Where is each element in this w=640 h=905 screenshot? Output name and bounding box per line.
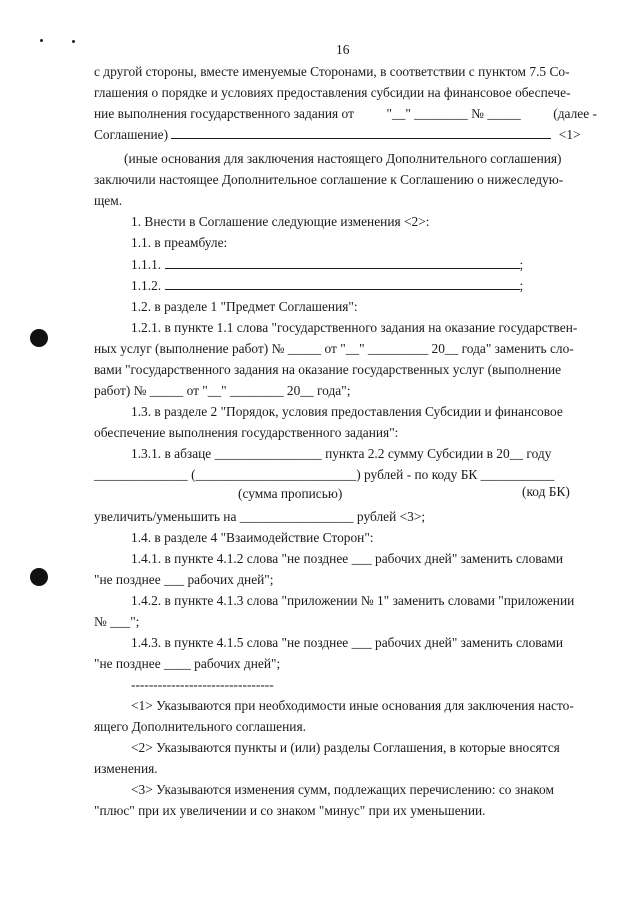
text-line: работ) № _____ от "__" ________ 20__ года"; [94,383,351,398]
footnote: ящего Дополнительного соглашения. [94,719,306,734]
underline-blank [165,257,520,269]
caption-sum-in-words: (сумма прописью) [238,486,343,501]
punch-hole-mark [30,329,48,347]
text-line: глашения о порядке и условиях предоставления субсидии на финансовое обеспече- [94,85,571,100]
text-line: ние выполнения государственного задания от "__" ________ № _____ (далее - [94,106,597,121]
text-line: 1.1.2. ; [131,278,524,293]
text-line: вами "государственного задания на оказание государственных услуг (выполнение [94,362,562,377]
footnote: <3> Указываются изменения сумм, подлежащих перечислению: со знаком [131,782,554,797]
text-line: 1.2. в разделе 1 "Предмет Соглашения": [131,299,358,314]
footnote: изменения. [94,761,158,776]
text-line: (иные основания для заключения настоящего Дополнительного соглашения) [124,151,562,166]
footnote: <1> Указываются при необходимости иные основания для заключения насто- [131,698,574,713]
caption-budget-code: (код БК) [522,484,570,499]
footnote: "плюс" при их увеличении и со знаком "минус" при их уменьшении. [94,803,486,818]
text-line: с другой стороны, вместе именуемые Сторонами, в соответствии с пунктом 7.5 Со- [94,64,570,79]
footnote: <2> Указываются пункты и (или) разделы Соглашения, в которые вносятся [131,740,560,755]
scan-speck [40,39,43,42]
text-line: 1.3.1. в абзаце ________________ пункта 2.2 сумму Субсидии в 20__ году [131,446,552,461]
page-number: 16 [336,42,350,57]
text-line: "не позднее ___ рабочих дней"; [94,572,274,587]
text-line: № ___"; [94,614,140,629]
underline-blank [165,278,520,290]
text-line: обеспечение выполнения государственного задания": [94,425,399,440]
text-line: "не позднее ____ рабочих дней"; [94,656,281,671]
text-line: 1. Внести в Соглашение следующие изменения <2>: [131,214,430,229]
footnote-separator: -------------------------------- [131,677,274,692]
text-line: 1.2.1. в пункте 1.1 слова "государственного задания на оказание государствен- [131,320,578,335]
text-line: Соглашение) <1> [94,127,581,142]
text-line: увеличить/уменьшить на _________________ рублей <3>; [94,509,426,524]
underline-blank [171,127,551,139]
text-line: 1.3. в разделе 2 "Порядок, условия предоставления Субсидии и финансовое [131,404,563,419]
scan-speck [72,40,75,43]
punch-hole-mark [30,568,48,586]
text-line: ______________ (________________________) рублей - по коду БК ___________ [94,467,555,482]
text-line: 1.4. в разделе 4 "Взаимодействие Сторон": [131,530,374,545]
text-line: 1.1.1. ; [131,257,524,272]
text-line: 1.4.1. в пункте 4.1.2 слова "не позднее ___ рабочих дней" заменить словами [131,551,563,566]
text-line: 1.4.3. в пункте 4.1.5 слова "не позднее ___ рабочих дней" заменить словами [131,635,563,650]
text-line: щем. [94,193,123,208]
text-line: ных услуг (выполнение работ) № _____ от "__" _________ 20__ года" заменить сло- [94,341,574,356]
text-line: заключили настоящее Дополнительное соглашение к Соглашению о нижеследую- [94,172,564,187]
text-line: 1.4.2. в пункте 4.1.3 слова "приложении № 1" заменить словами "приложении [131,593,575,608]
text-line: 1.1. в преамбуле: [131,235,228,250]
